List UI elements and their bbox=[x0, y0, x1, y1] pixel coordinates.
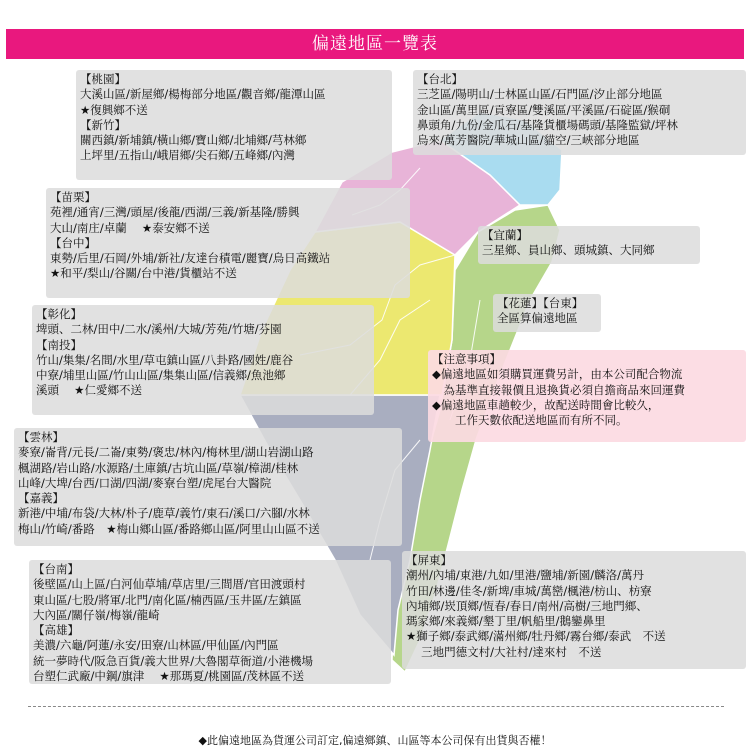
box-line: ★和平/梨山/谷關/台中港/貨櫃站不送 bbox=[50, 266, 237, 281]
footer-note: ◆此偏遠地區為貨運公司訂定,偏遠鄉鎮、山區等本公司保有出貨與否權！ bbox=[198, 734, 552, 747]
box-line: ★復興鄉不送 bbox=[80, 102, 148, 117]
notes-line: 工作天數依配送地區而有所不同。 bbox=[432, 413, 628, 428]
box-line: ★獅子鄉/泰武鄉/滿州鄉/牡丹鄉/霧台鄉/泰武 不送 bbox=[406, 629, 666, 644]
box-line: 三芝區/陽明山/士林區山區/石門區/汐止部分地區 bbox=[417, 87, 663, 102]
box-line: 梅山/竹崎/番路 ★梅山鄉山區/番路鄉山區/阿里山山區不送 bbox=[18, 521, 320, 536]
box-line: 【宜蘭】 bbox=[482, 228, 528, 242]
box-line: 【屏東】 bbox=[406, 553, 452, 567]
box-line: 三星鄉、員山鄉、頭城鎮、大同鄉 bbox=[482, 243, 655, 258]
box-line: 【高雄】 bbox=[33, 623, 79, 638]
box-line: 瑪家鄉/來義鄉/墾丁里/帆船里/鵝鑾鼻里 bbox=[406, 614, 606, 629]
notes-box bbox=[428, 350, 746, 442]
region-box-hualien-taitung bbox=[493, 294, 601, 332]
box-line: 竹田/林邊/佳冬/新埤/車城/萬巒/楓港/枋山、枋寮 bbox=[406, 583, 652, 598]
region-box-pingtung bbox=[402, 551, 746, 669]
box-line: 【彰化】 bbox=[36, 307, 82, 321]
region-box-taipei bbox=[413, 70, 746, 155]
region-box-miaoli-taichung bbox=[46, 188, 410, 298]
box-line: 竹山/集集/名間/水里/草屯鎮山區/八卦路/國姓/鹿谷 bbox=[36, 352, 294, 367]
box-line: 鼻頭角/九份/金瓜石/基隆貨櫃場碼頭/基隆監獄/坪林 bbox=[417, 117, 678, 132]
box-line: 麥寮/崙背/元長/二崙/東勢/褒忠/林內/梅林里/湖山岩湖山路 bbox=[18, 445, 314, 460]
box-line: 烏來/萬芳醫院/華城山區/貓空/三峽部分地區 bbox=[417, 133, 640, 148]
box-line: 東山區/七股/將軍/北門/南化區/楠西區/玉井區/左鎮區 bbox=[33, 592, 302, 607]
region-box-yilan bbox=[478, 226, 700, 264]
box-line: 台塑仁武廠/中鋼/旗津 ★那瑪夏/桃園區/茂林區不送 bbox=[33, 669, 304, 684]
box-line: 山峰/大埤/台西/口湖/四湖/麥寮台塑/虎尾台大醫院 bbox=[18, 475, 272, 490]
box-line: 【台南】 bbox=[33, 562, 79, 576]
box-line: 【桃園】 bbox=[80, 72, 126, 86]
box-line: 楓湖路/岩山路/水源路/土庫鎮/古坑山區/草嶺/樟湖/桂林 bbox=[18, 460, 299, 475]
box-line: 內埔鄉/崁頂鄉/恆春/春日/南州/高樹/三地門鄉、 bbox=[406, 598, 648, 613]
region-box-changhua-nantou bbox=[32, 305, 374, 415]
page-title: 偏遠地區一覽表 bbox=[6, 29, 744, 59]
box-line: 苑裡/通宵/三灣/頭屋/後龍/西湖/三義/新基隆/勝興 bbox=[50, 205, 300, 220]
box-line: 【台北】 bbox=[417, 72, 463, 86]
box-line: 上坪里/五指山/峨眉鄉/尖石鄉/五峰鄉/內灣 bbox=[80, 148, 295, 163]
box-line: 大山/南庄/卓蘭 ★泰安鄉不送 bbox=[50, 220, 210, 235]
box-line: 溪頭 ★仁愛鄉不送 bbox=[36, 383, 142, 398]
box-line: 東勢/后里/石岡/外埔/新社/友達台積電/麗寶/烏日高鐵站 bbox=[50, 251, 331, 266]
box-line: 新港/中埔/布袋/大林/朴子/鹿草/義竹/東石/溪口/六腳/水林 bbox=[18, 506, 310, 521]
box-line: 後壁區/山上區/白河仙草埔/草店里/三間厝/官田渡頭村 bbox=[33, 577, 306, 592]
box-line: 中寮/埔里山區/竹山山區/集集山區/信義鄉/魚池鄉 bbox=[36, 368, 286, 383]
notes-title: 【注意事項】 bbox=[432, 352, 501, 366]
box-line: 【苗栗】 bbox=[50, 190, 96, 204]
region-box-yunlin-chiayi bbox=[14, 428, 402, 546]
box-line: 全區算偏遠地區 bbox=[497, 311, 578, 326]
notes-line: 為基準直接報價且退換貨必須自擔商品來回運費 bbox=[432, 382, 685, 397]
notes-line: ◆偏遠地區車趟較少，故配送時間會比較久， bbox=[432, 397, 660, 412]
box-line: 【南投】 bbox=[36, 337, 82, 352]
box-line: 美濃/六龜/阿蓮/永安/田寮/山林區/甲仙區/內門區 bbox=[33, 638, 279, 653]
box-line: 埤頭、二林/田中/二水/溪州/大城/芳苑/竹塘/芬園 bbox=[36, 322, 282, 337]
region-box-tainan-kaohsiung bbox=[29, 560, 391, 684]
box-line: 大溪山區/新屋鄉/楊梅部分地區/觀音鄉/龍潭山區 bbox=[80, 87, 326, 102]
box-line: 【花蓮】【台東】 bbox=[497, 296, 584, 310]
box-line: 潮州/內埔/東港/九如/里港/鹽埔/新園/麟洛/萬丹 bbox=[406, 568, 644, 583]
box-line: 三地門德文村/大社村/達來村 不送 bbox=[406, 644, 602, 659]
box-line: 統一夢時代/阪急百貨/義大世界/大魯閣草衙道/小港機場 bbox=[33, 653, 313, 668]
box-line: 關西鎮/新埔鎮/橫山鄉/寶山鄉/北埔鄉/芎林鄉 bbox=[80, 133, 307, 148]
footer-divider bbox=[28, 706, 724, 707]
box-line: 大內區/關仔嶺/梅嶺/龍崎 bbox=[33, 607, 160, 622]
notes-line: ◆偏遠地區如須購買運費另計，由本公司配合物流 bbox=[432, 367, 683, 382]
box-line: 【台中】 bbox=[50, 235, 96, 250]
box-line: 【雲林】 bbox=[18, 430, 64, 444]
box-line: 【新竹】 bbox=[80, 117, 126, 132]
region-box-taoyuan-hsinchu bbox=[76, 70, 392, 180]
box-line: 金山區/萬里區/貢寮區/雙溪區/平溪區/石碇區/猴硐 bbox=[417, 102, 671, 117]
box-line: 【嘉義】 bbox=[18, 491, 64, 506]
